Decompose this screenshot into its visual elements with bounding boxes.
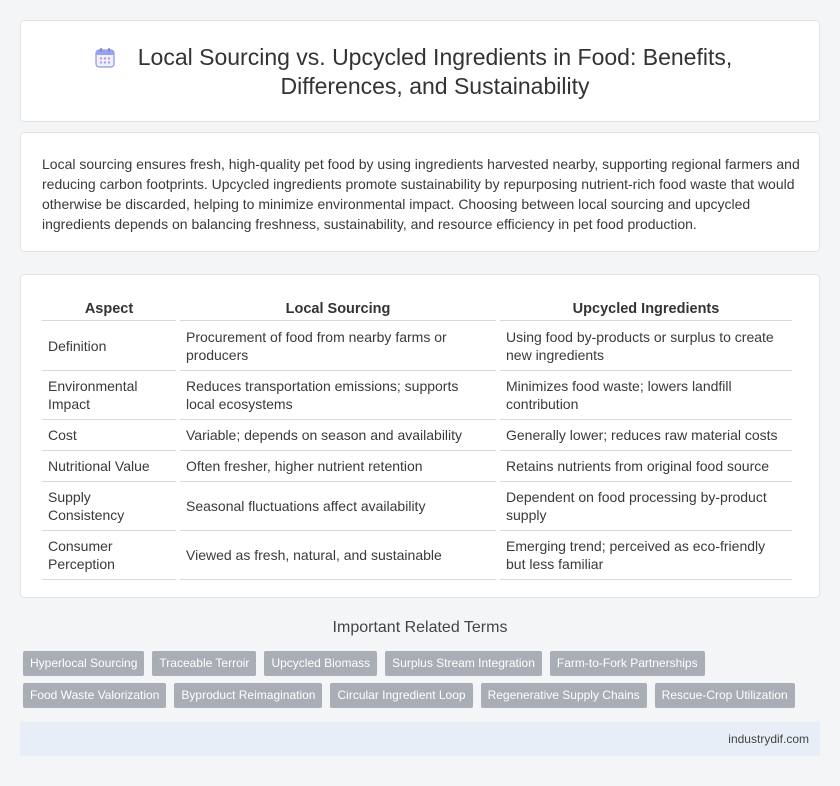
related-term-tag[interactable]: Circular Ingredient Loop <box>330 683 472 708</box>
table-cell: Nutritional Value <box>42 451 176 482</box>
table-row <box>42 321 792 371</box>
table-cell: Variable; depends on season and availability <box>180 420 496 451</box>
related-terms-row-2 <box>23 683 803 708</box>
table-row <box>42 420 792 451</box>
table-cell: Often fresher, higher nutrient retention <box>180 451 496 482</box>
table-cell: Environmental Impact <box>42 371 176 420</box>
intro-paragraph: Local sourcing ensures fresh, high-quality pet food by using ingredients harvested nearby, supporting regional farmers and reducing carbon footprints. Upcycled ingredients promote sustainability by repurposing nutrient-rich food waste that would otherwise be discarded, helping to minimize environmental impact. Choosing between local sourcing and upcycled ingredients depends on balancing freshness, sustainability, and resource efficiency in pet food production. <box>42 156 800 232</box>
header-upcycled-ingredients: Upcycled Ingredients <box>500 295 792 321</box>
header-local-sourcing: Local Sourcing <box>180 295 496 321</box>
footer-site-link[interactable]: industrydif.com <box>728 732 809 746</box>
related-terms-heading: Important Related Terms <box>332 619 508 636</box>
table-cell: Definition <box>42 321 176 371</box>
related-term-tag[interactable]: Hyperlocal Sourcing <box>23 651 144 676</box>
comparison-card <box>20 274 820 598</box>
comparison-table <box>38 295 796 580</box>
title-card <box>20 20 820 122</box>
table-cell: Dependent on food processing by-product supply <box>500 482 792 531</box>
header-aspect: Aspect <box>42 295 176 321</box>
table-cell: Retains nutrients from original food source <box>500 451 792 482</box>
table-cell: Reduces transportation emissions; supports local ecosystems <box>180 371 496 420</box>
table-cell: Generally lower; reduces raw material costs <box>500 420 792 451</box>
related-term-tag[interactable]: Surplus Stream Integration <box>385 651 542 676</box>
related-term-tag[interactable]: Rescue-Crop Utilization <box>655 683 795 708</box>
table-cell: Consumer Perception <box>42 531 176 580</box>
table-cell: Supply Consistency <box>42 482 176 531</box>
table-cell: Using food by-products or surplus to create new ingredients <box>500 321 792 371</box>
related-term-tag[interactable]: Byproduct Reimagination <box>174 683 322 708</box>
page-title: Local Sourcing vs. Upcycled Ingredients in Food: Benefits, Differences, and Sustainability <box>137 44 733 99</box>
footer <box>20 722 820 756</box>
table-cell: Emerging trend; perceived as eco-friendly but less familiar <box>500 531 792 580</box>
table-row <box>42 482 792 531</box>
related-term-tag[interactable]: Upcycled Biomass <box>264 651 377 676</box>
related-term-tag[interactable]: Regenerative Supply Chains <box>481 683 647 708</box>
intro-card <box>20 132 820 252</box>
table-cell: Viewed as fresh, natural, and sustainable <box>180 531 496 580</box>
table-cell: Minimizes food waste; lowers landfill contribution <box>500 371 792 420</box>
table-cell: Procurement of food from nearby farms or producers <box>180 321 496 371</box>
table-row <box>42 451 792 482</box>
table-row <box>42 371 792 420</box>
table-cell: Cost <box>42 420 176 451</box>
table-row <box>42 531 792 580</box>
related-term-tag[interactable]: Food Waste Valorization <box>23 683 166 708</box>
table-header-row <box>42 295 792 321</box>
related-term-tag[interactable]: Traceable Terroir <box>152 651 256 676</box>
related-terms-row-1 <box>23 651 713 676</box>
table-cell: Seasonal fluctuations affect availability <box>180 482 496 531</box>
related-term-tag[interactable]: Farm-to-Fork Partnerships <box>550 651 705 676</box>
